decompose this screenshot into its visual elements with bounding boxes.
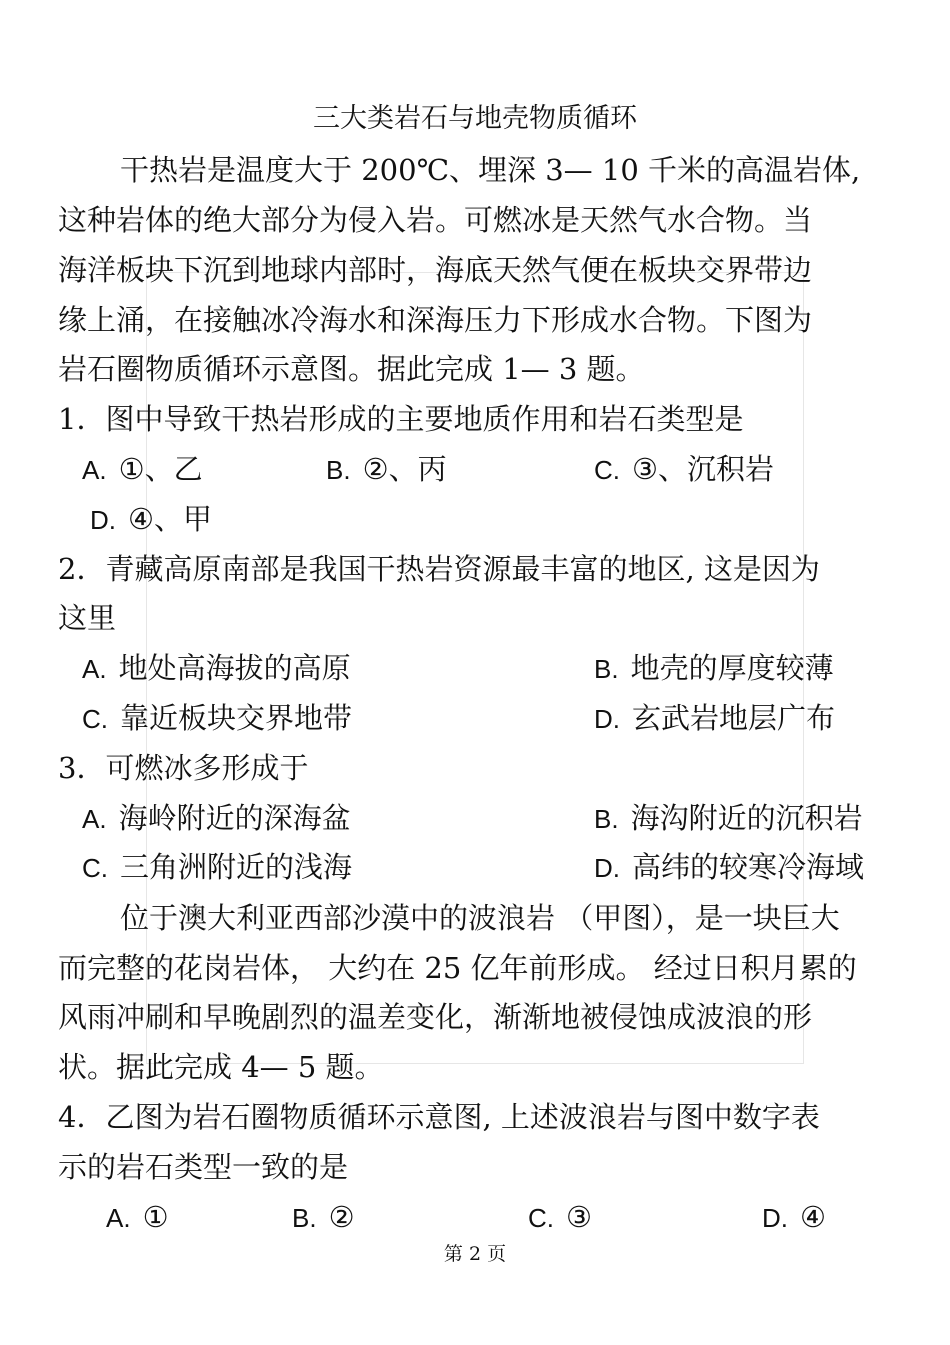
intro1-line-4: 缘上涌，在接触冰冷海水和深海压力下形成水合物。下图为 [58, 303, 813, 337]
intro2-line-4: 状。据此完成 4— 5 题。 [58, 1050, 384, 1084]
intro1-line-5: 岩石圈物质循环示意图。据此完成 1— 3 题。 [58, 352, 645, 386]
q4-stem-line-2: 示的岩石类型一致的是 [58, 1150, 349, 1184]
q1-option-b[interactable]: B. ②、丙 [326, 452, 447, 486]
q3-option-a[interactable]: A. 海岭附近的深海盆 [82, 801, 351, 835]
intro2-line-3: 风雨冲刷和早晚剧烈的温差变化，渐渐地被侵蚀成波浪的形 [58, 1000, 813, 1034]
q4-option-d[interactable]: D. ④ [762, 1200, 826, 1234]
q4-option-a[interactable]: A. ① [106, 1200, 169, 1234]
q3-stem: 3．可燃冰多形成于 [58, 751, 309, 785]
q2-option-d[interactable]: D. 玄武岩地层广布 [594, 701, 836, 735]
q1-option-d[interactable]: D. ④、甲 [90, 502, 212, 536]
page-title: 三大类岩石与地壳物质循环 [313, 103, 637, 134]
q3-option-d[interactable]: D. 高纬的较寒冷海域 [594, 850, 865, 884]
q4-option-b[interactable]: B. ② [292, 1200, 355, 1234]
intro1-line-1: 干热岩是温度大于 200℃、埋深 3— 10 千米的高温岩体, [120, 153, 861, 187]
intro2-line-1: 位于澳大利亚西部沙漠中的波浪岩 （甲图），是一块巨大 [120, 901, 840, 935]
q2-stem-line-2: 这里 [58, 601, 117, 635]
q1-option-c[interactable]: C. ③、沉积岩 [594, 452, 774, 486]
intro2-line-2: 而完整的花岗岩体， 大约在 25 亿年前形成。 经过日积月累的 [58, 951, 857, 985]
q1-stem: 1．图中导致干热岩形成的主要地质作用和岩石类型是 [58, 402, 744, 436]
q4-stem-line-1: 4．乙图为岩石圈物质循环示意图, 上述波浪岩与图中数字表 [58, 1100, 820, 1134]
q3-option-c[interactable]: C. 三角洲附近的浅海 [82, 850, 353, 884]
intro1-line-3: 海洋板块下沉到地球内部时，海底天然气便在板块交界带边 [58, 253, 813, 287]
intro1-line-2: 这种岩体的绝大部分为侵入岩。可燃冰是天然气水合物。当 [58, 203, 813, 237]
q2-stem-line-1: 2．青藏高原南部是我国干热岩资源最丰富的地区, 这是因为 [58, 552, 820, 586]
q4-option-c[interactable]: C. ③ [528, 1200, 592, 1234]
q1-option-a[interactable]: A. ①、乙 [82, 452, 203, 486]
q2-option-a[interactable]: A. 地处高海拔的高原 [82, 651, 351, 685]
q2-option-b[interactable]: B. 地壳的厚度较薄 [594, 651, 834, 685]
q3-option-b[interactable]: B. 海沟附近的沉积岩 [594, 801, 863, 835]
page-number: 第 2 页 [443, 1243, 507, 1265]
q2-option-c[interactable]: C. 靠近板块交界地带 [82, 701, 353, 735]
